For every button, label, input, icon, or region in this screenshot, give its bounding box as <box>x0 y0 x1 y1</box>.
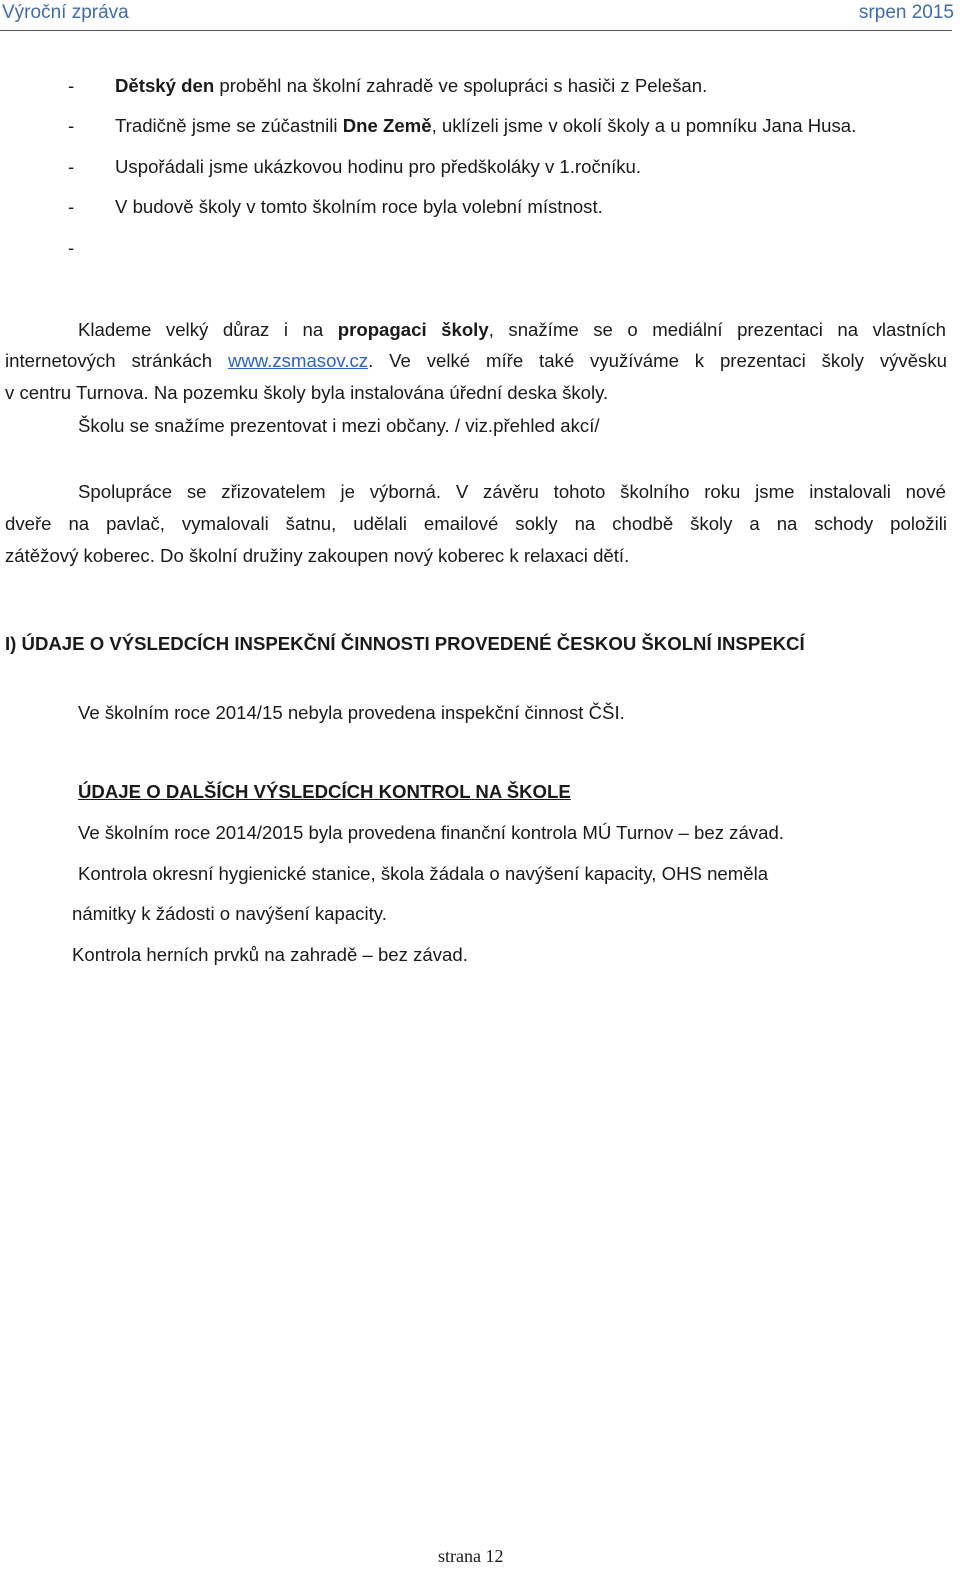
page-header <box>0 0 954 29</box>
bullet-dash: - <box>68 237 75 258</box>
section-text: Ve školním roce 2014/2015 byla provedena finanční kontrola MÚ Turnov – bez závad. <box>78 822 784 843</box>
section-heading: ÚDAJE O DALŠÍCH VÝSLEDCÍCH KONTROL NA ŠKOLE <box>78 781 571 802</box>
promo-text: internetových stránkách <box>5 350 228 371</box>
list-item: Uspořádali jsme ukázkovou hodinu pro předškoláky v 1.ročníku. <box>115 156 642 177</box>
list-item-text: Tradičně jsme se zúčastnili <box>115 115 343 136</box>
list-item-text: proběhl na školní zahradě ve spolupráci s hasiči z Pelešan. <box>214 75 708 96</box>
promo-text: , snažíme se o mediální prezentaci na vlastních <box>488 319 946 340</box>
bullet-dash: - <box>68 196 75 217</box>
list-item: V budově školy v tomto školním roce byla volební místnost. <box>115 196 603 217</box>
report-title: Výroční zpráva <box>2 2 129 23</box>
coop-line: dveře na pavlač, vymalovali šatnu, udělali emailové sokly na chodbě školy a na schody položili <box>5 513 947 534</box>
section-text: námitky k žádosti o navýšení kapacity. <box>72 903 387 924</box>
promo-line: v centru Turnova. Na pozemku školy byla instalována úřední deska školy. <box>5 382 609 403</box>
promo-bold: propagaci školy <box>337 319 489 340</box>
promo-line <box>78 318 946 342</box>
section-heading: I) ÚDAJE O VÝSLEDCÍCH INSPEKČNÍ ČINNOSTI PROVEDENÉ ČESKOU ŠKOLNÍ INSPEKCÍ <box>5 633 805 654</box>
header-divider <box>0 30 952 31</box>
list-item <box>115 114 856 138</box>
section-text: Kontrola okresní hygienické stanice, škola žádala o navýšení kapacity, OHS neměla <box>78 863 769 884</box>
list-item <box>115 74 707 98</box>
list-item-text: , uklízeli jsme v okolí školy a u pomníku Jana Husa. <box>431 115 857 136</box>
promo-text: Klademe velký důraz i na <box>78 319 338 340</box>
website-link[interactable]: www.zsmasov.cz <box>227 350 369 371</box>
promo-line: Školu se snažíme prezentovat i mezi občany. / viz.přehled akcí/ <box>78 415 600 436</box>
section-text: Kontrola herních prvků na zahradě – bez závad. <box>72 944 468 965</box>
coop-line: Spolupráce se zřizovatelem je výborná. V závěru tohoto školního roku jsme instalovali nové <box>78 481 946 502</box>
list-item-bold: Dne Země <box>342 115 432 136</box>
report-date: srpen 2015 <box>858 2 954 23</box>
bullet-dash: - <box>68 115 75 136</box>
promo-text: . Ve velké míře také využíváme k prezentaci školy vývěsku <box>368 350 947 371</box>
bullet-dash: - <box>68 75 75 96</box>
page-number: strana 12 <box>438 1546 504 1566</box>
bullet-dash: - <box>68 156 75 177</box>
section-text: Ve školním roce 2014/15 nebyla provedena inspekční činnost ČŠI. <box>78 702 625 723</box>
coop-line: zátěžový koberec. Do školní družiny zakoupen nový koberec k relaxaci dětí. <box>5 545 630 566</box>
promo-line <box>5 349 947 373</box>
list-item-bold: Dětský den <box>115 75 215 96</box>
